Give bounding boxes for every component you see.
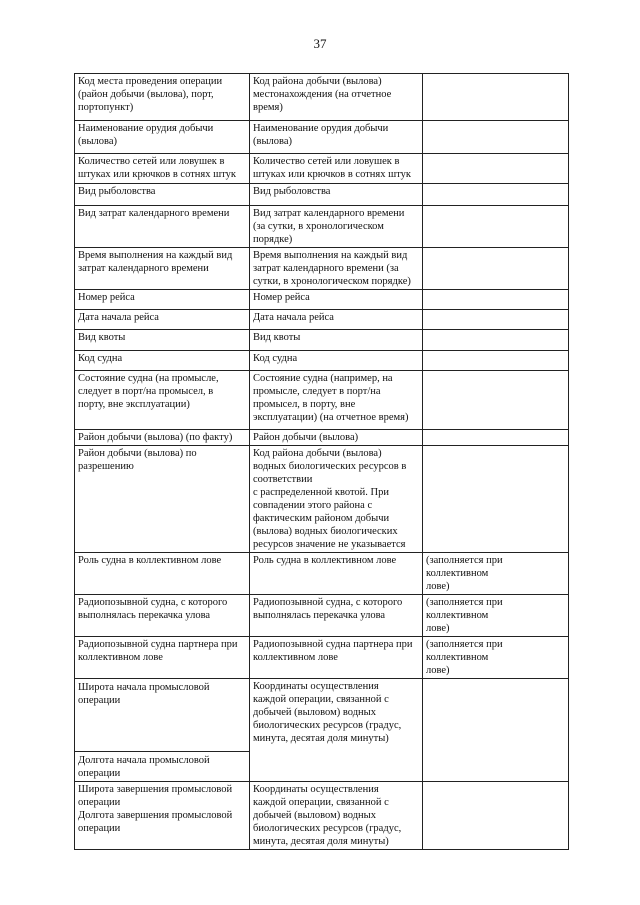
note-cell [423,248,569,290]
table-row [75,74,569,121]
longitude-start-label: Долгота начала промысловой операции [75,751,249,780]
table-row [75,184,569,206]
table-row [75,553,569,595]
field-name-cell: Район добычи (вылова) по разрешению [75,446,250,553]
field-description-cell: Радиопозывной судна, с которого выполнялась перекачка улова [250,595,423,637]
field-description-cell: Время выполнения на каждый вид затрат календарного времени (за сутки, в хронологическом порядке) [250,248,423,290]
field-description-cell: Координаты осуществления каждой операции, связанной с добычей (выловом) водных биологических ресурсов (градус, минута, десятая доля минуты) [250,782,423,850]
table-row [75,206,569,248]
table-row [75,121,569,154]
note-cell [423,310,569,330]
field-description-cell: Код судна [250,351,423,371]
field-name-cell: Вид рыболовства [75,184,250,206]
latitude-start-label: Широта начала промысловой операции [78,682,210,706]
field-name-cell [75,679,250,782]
field-name-cell: Дата начала рейса [75,310,250,330]
field-name-cell: Радиопозывной судна партнера при коллективном лове [75,637,250,679]
table-row [75,371,569,430]
field-name-cell: Роль судна в коллективном лове [75,553,250,595]
data-fields-table [74,73,569,850]
note-cell [423,782,569,850]
field-name-cell: Вид квоты [75,330,250,351]
table-row [75,154,569,184]
field-description-cell: Вид затрат календарного времени (за сутки, в хронологическом порядке) [250,206,423,248]
field-description-cell: Код района добычи (вылова) местонахождения (на отчетное время) [250,74,423,121]
latitude-end-label: Широта завершения промысловой операции [78,784,233,808]
note-cell [423,74,569,121]
table-row [75,330,569,351]
field-name-cell: Время выполнения на каждый вид затрат календарного времени [75,248,250,290]
note-cell [423,371,569,430]
field-description-cell: Вид квоты [250,330,423,351]
note-cell [423,154,569,184]
field-description-cell: Роль судна в коллективном лове [250,553,423,595]
field-description-cell: Район добычи (вылова) [250,430,423,446]
note-cell [423,330,569,351]
field-description-cell: Дата начала рейса [250,310,423,330]
field-name-cell: Вид затрат календарного времени [75,206,250,248]
table-row [75,248,569,290]
note-cell: (заполняется при коллективном лове) [423,553,569,595]
note-cell [423,351,569,371]
field-description-cell: Код района добычи (вылова) водных биологических ресурсов в соответствии с распределенной квотой. При совпадении этого района с фактическим районом добычи (вылова) водных биологических ресурсов значение не указывается [250,446,423,553]
note-cell [423,121,569,154]
field-name-cell: Состояние судна (на промысле, следует в порт/на промысел, в порту, вне эксплуатации) [75,371,250,430]
note-cell [423,184,569,206]
field-description-cell: Состояние судна (например, на промысле, следует в порт/на промысел, в порту, вне эксплуатации) (на отчетное время) [250,371,423,430]
field-description-cell: Координаты осуществления каждой операции, связанной с добычей (выловом) водных биологических ресурсов (градус, минута, десятая доля минуты) [250,679,423,782]
field-name-cell [75,782,250,850]
field-name-cell: Количество сетей или ловушек в штуках или крючков в сотнях штук [75,154,250,184]
table-row [75,446,569,553]
table-row [75,637,569,679]
table-row [75,310,569,330]
field-name-cell: Код места проведения операции (район добычи (вылова), порт, портопункт) [75,74,250,121]
coordinates-row-start [75,679,569,782]
note-cell [423,206,569,248]
field-name-cell: Район добычи (вылова) (по факту) [75,430,250,446]
field-description-cell: Наименование орудия добычи (вылова) [250,121,423,154]
field-description-cell: Номер рейса [250,290,423,310]
note-cell [423,446,569,553]
table-row [75,351,569,371]
longitude-end-label: Долгота завершения промысловой операции [78,810,233,834]
table-row [75,430,569,446]
note-cell [423,290,569,310]
note-cell [423,679,569,782]
table-row [75,290,569,310]
field-name-cell: Номер рейса [75,290,250,310]
table-row [75,595,569,637]
field-name-cell: Код судна [75,351,250,371]
field-description-cell: Радиопозывной судна партнера при коллективном лове [250,637,423,679]
field-description-cell: Количество сетей или ловушек в штуках или крючков в сотнях штук [250,154,423,184]
note-cell [423,430,569,446]
note-cell: (заполняется при коллективном лове) [423,637,569,679]
note-cell: (заполняется при коллективном лове) [423,595,569,637]
field-description-cell: Вид рыболовства [250,184,423,206]
page-number: 37 [313,36,327,51]
field-name-cell: Наименование орудия добычи (вылова) [75,121,250,154]
field-name-cell: Радиопозывной судна, с которого выполнялась перекачка улова [75,595,250,637]
coordinates-row-end [75,782,569,850]
